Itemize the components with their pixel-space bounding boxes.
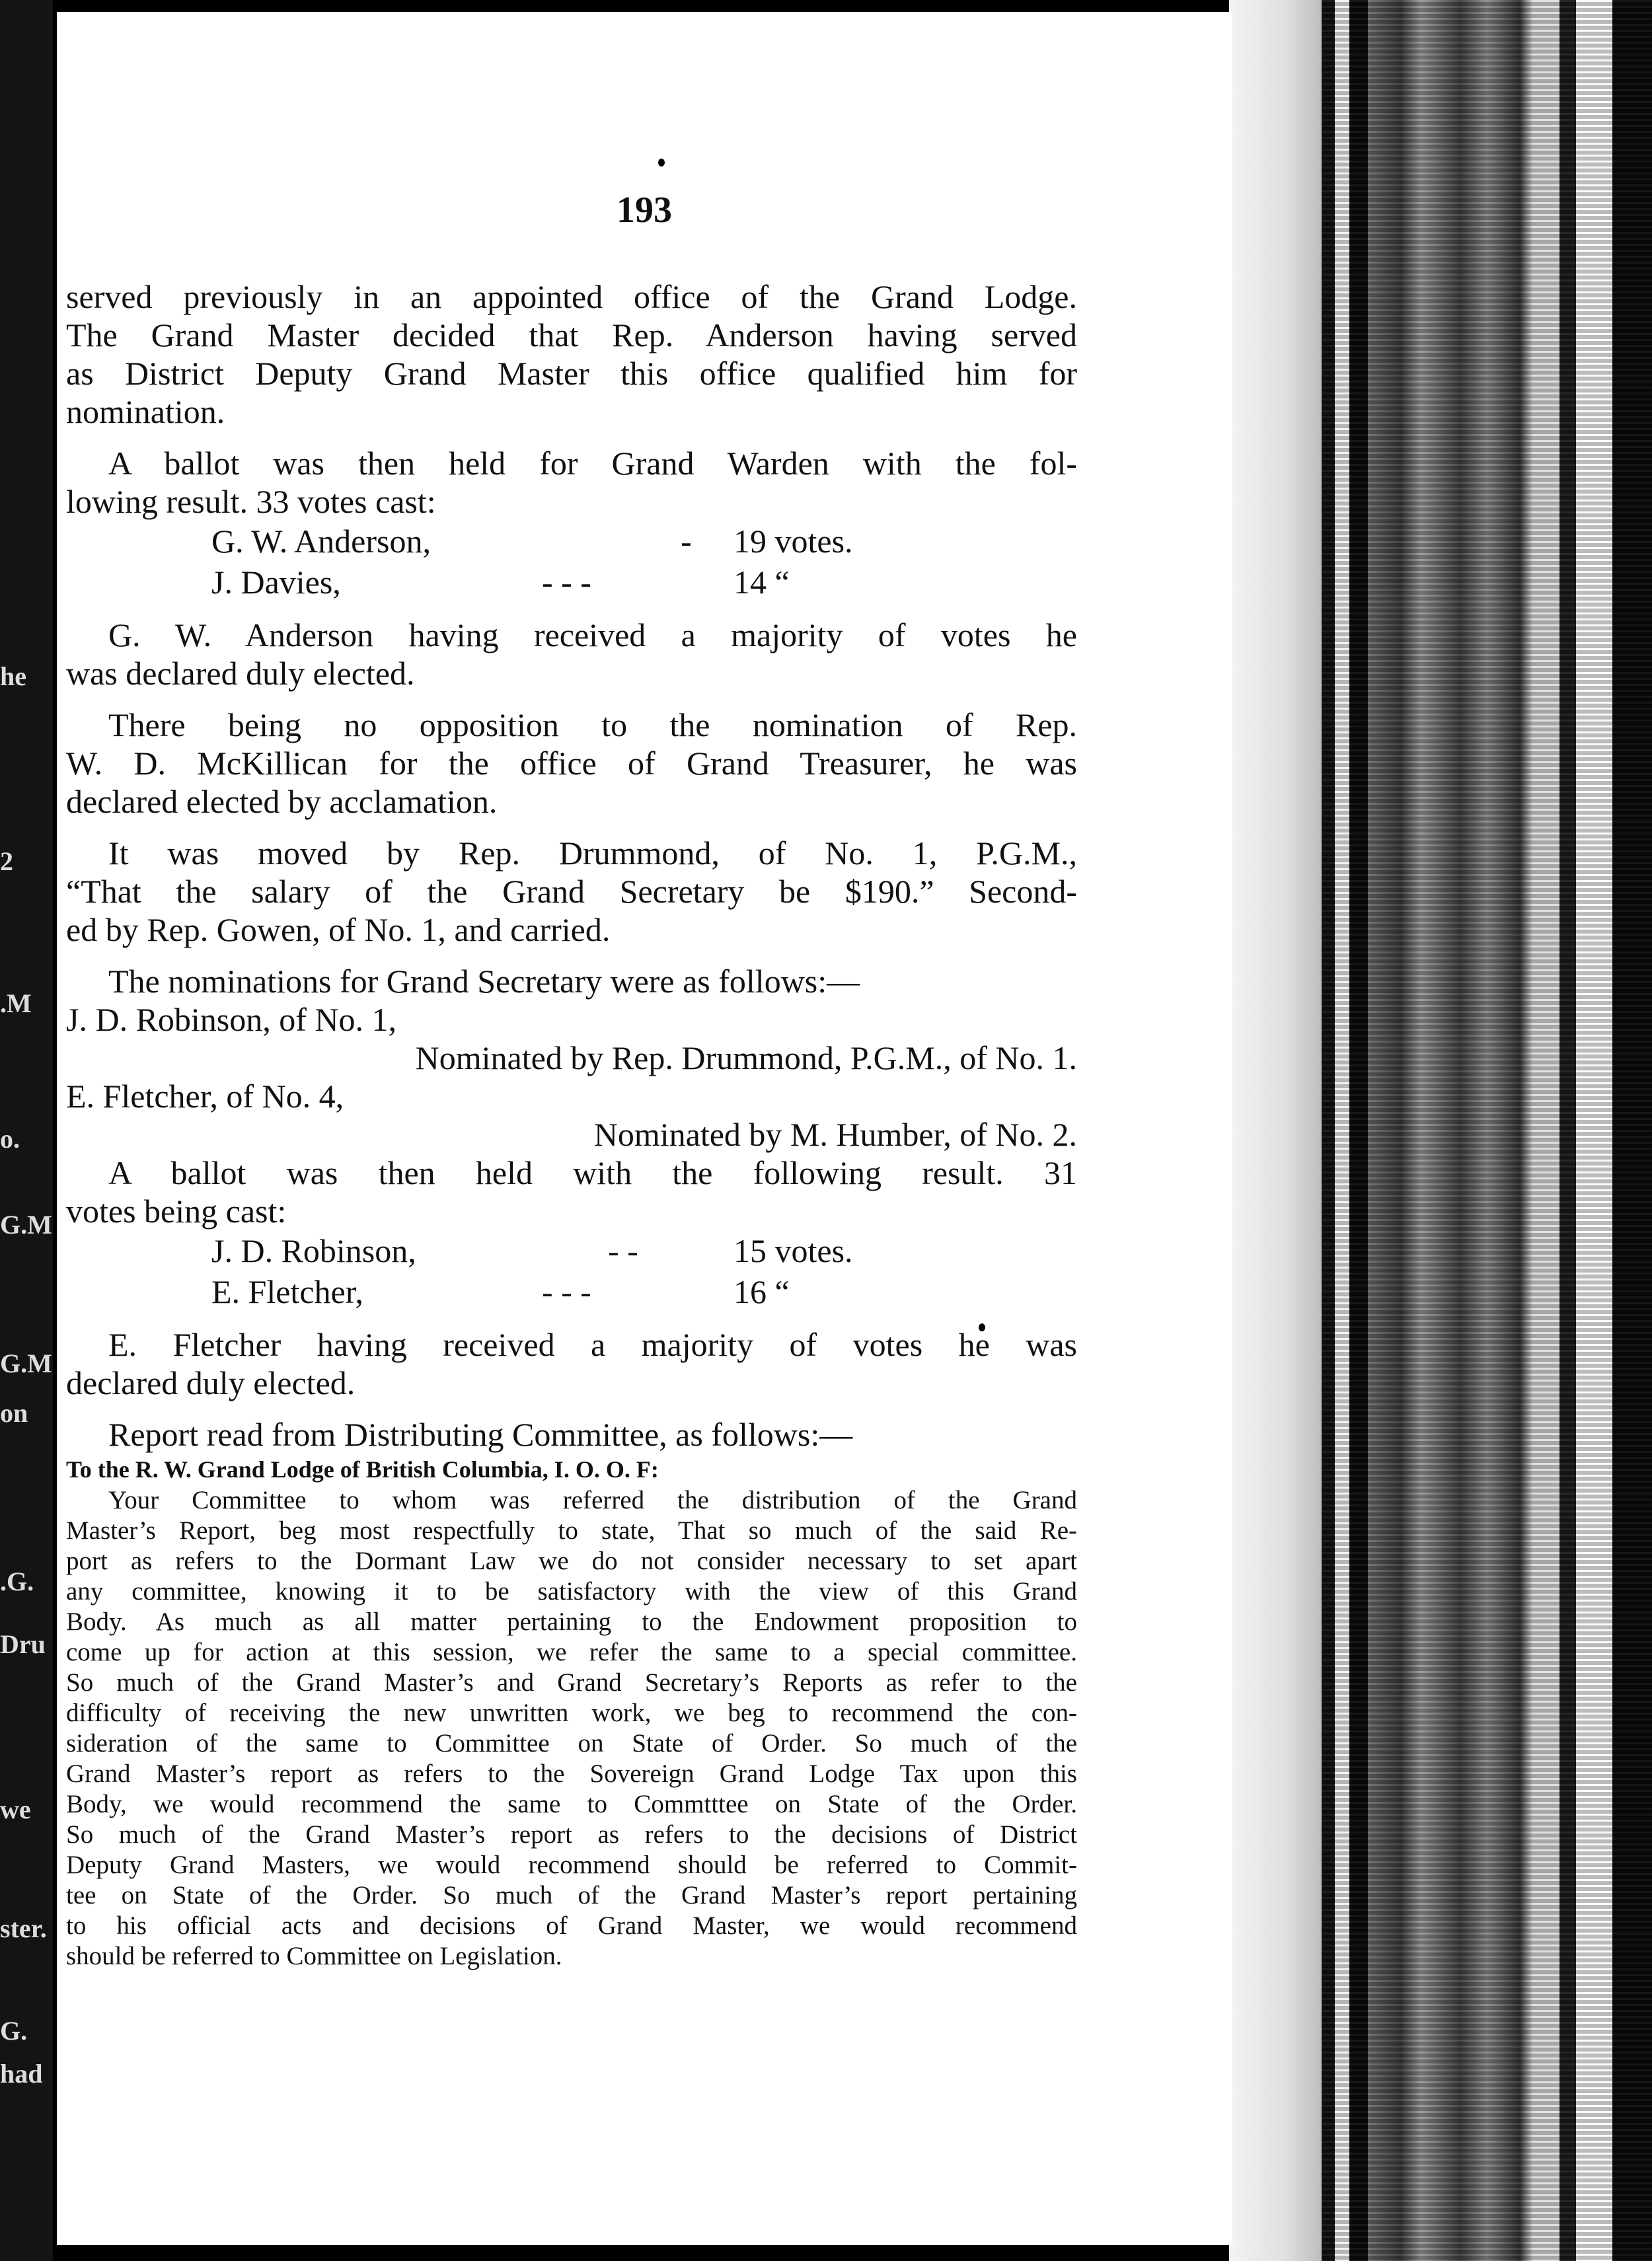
text-line: served previously in an appointed office of the Grand Lodge.: [66, 278, 1077, 315]
nomination-candidate: J. D. Robinson, of No. 1,: [66, 1001, 397, 1038]
margin-fragment: o.: [0, 1124, 20, 1154]
text-line: declared elected by acclamation.: [66, 783, 498, 820]
ink-speck: [658, 159, 665, 167]
margin-fragment: had: [0, 2059, 43, 2089]
vote-count: 16 “: [733, 1273, 790, 1310]
leader-dashes: - -: [608, 1232, 638, 1269]
candidate-name: J. Davies,: [211, 564, 341, 601]
text-line: was declared duly elected.: [66, 655, 415, 692]
text-line: A ballot was then held with the following result. 31: [108, 1154, 1077, 1191]
report-line: tee on State of the Order. So much of the Grand Master’s report pertaining: [66, 1881, 1077, 1909]
margin-fragment: Dru: [0, 1629, 46, 1659]
page-number: 193: [617, 190, 672, 231]
ballot-result-row: [66, 1230, 1077, 1271]
nomination-candidate: E. Fletcher, of No. 4,: [66, 1078, 344, 1115]
ballot-result-row: [66, 1271, 1077, 1312]
margin-fragment: 2: [0, 846, 13, 876]
text-line: “That the salary of the Grand Secretary be $190.” Second-: [66, 873, 1077, 910]
leader-dashes: - - -: [542, 564, 591, 601]
margin-fragment: we: [0, 1795, 31, 1824]
ballot-result-row: [66, 521, 1077, 562]
report-line: to his official acts and decisions of Grand Master, we would recommend: [66, 1911, 1077, 1940]
text-line: There being no opposition to the nomination of Rep.: [108, 706, 1077, 743]
margin-fragment: G.M: [0, 1349, 52, 1378]
page-body: [66, 278, 1077, 1972]
previous-page-edge: [0, 0, 53, 2261]
leader-dashes: -: [681, 523, 692, 560]
vote-count: 19 votes.: [733, 523, 853, 560]
text-line: The nominations for Grand Secretary were as follows:—: [108, 963, 860, 1000]
margin-fragment: on: [0, 1398, 28, 1428]
ballot-result-row: [66, 562, 1077, 603]
margin-fragment: .G.: [0, 1567, 34, 1596]
margin-fragment: .M: [0, 988, 32, 1018]
text-line: A ballot was then held for Grand Warden with the fol-: [108, 445, 1077, 482]
following-page-edge: [1229, 0, 1322, 2261]
margin-fragment: G.M: [0, 1210, 52, 1240]
text-line: as District Deputy Grand Master this office qualified him for: [66, 355, 1077, 392]
report-line: come up for action at this session, we refer the same to a special committee.: [66, 1638, 1077, 1666]
text-line: nomination.: [66, 393, 225, 430]
section-heading: Report read from Distributing Committee, as follows:—: [108, 1416, 853, 1453]
report-line: any committee, knowing it to be satisfactory with the view of this Grand: [66, 1577, 1077, 1606]
candidate-name: G. W. Anderson,: [211, 523, 431, 560]
book-spine: [1322, 0, 1652, 2261]
report-line: So much of the Grand Master’s report as refers to the decisions of District: [66, 1820, 1077, 1849]
vote-count: 14 “: [733, 564, 790, 601]
text-line: It was moved by Rep. Drummond, of No. 1, P.G.M.,: [108, 834, 1077, 871]
committee-report: [66, 1485, 1077, 1972]
report-line: should be referred to Committee on Legislation.: [66, 1942, 562, 1970]
document-page: [54, 12, 1232, 2245]
report-line: Deputy Grand Masters, we would recommend should be referred to Commit-: [66, 1851, 1077, 1879]
text-line: W. D. McKillican for the office of Grand Treasurer, he was: [66, 745, 1077, 782]
candidate-name: J. D. Robinson,: [211, 1232, 416, 1269]
report-line: Body, we would recommend the same to Commtttee on State of the Order.: [66, 1790, 1077, 1818]
report-line: So much of the Grand Master’s and Grand Secretary’s Reports as refer to the: [66, 1668, 1077, 1697]
vote-count: 15 votes.: [733, 1232, 853, 1269]
text-line: G. W. Anderson having received a majority of votes he: [108, 616, 1077, 653]
report-line: sideration of the same to Committee on State of Order. So much of the: [66, 1729, 1077, 1758]
margin-fragment: ster.: [0, 1913, 47, 1943]
text-line: lowing result. 33 votes cast:: [66, 483, 436, 520]
report-line: Your Committee to whom was referred the distribution of the Grand: [108, 1486, 1077, 1514]
leader-dashes: - - -: [542, 1273, 591, 1310]
report-line: Grand Master’s report as refers to the Sovereign Grand Lodge Tax upon this: [66, 1760, 1077, 1788]
text-line: E. Fletcher having received a majority of votes he was: [108, 1326, 1077, 1363]
text-line: ed by Rep. Gowen, of No. 1, and carried.: [66, 911, 611, 948]
report-line: port as refers to the Dormant Law we do not consider necessary to set apart: [66, 1547, 1077, 1575]
margin-fragment: G.: [0, 2016, 28, 2046]
text-line: The Grand Master decided that Rep. Anderson having served: [66, 316, 1077, 353]
report-address: To the R. W. Grand Lodge of British Columbia, I. O. O. F:: [66, 1456, 659, 1483]
text-line: votes being cast:: [66, 1193, 287, 1230]
report-line: Master’s Report, beg most respectfully to state, That so much of the said Re-: [66, 1516, 1077, 1545]
report-line: difficulty of receiving the new unwritten work, we beg to recommend the con-: [66, 1699, 1077, 1727]
margin-fragment: he: [0, 661, 26, 691]
report-line: Body. As much as all matter pertaining to the Endowment proposition to: [66, 1608, 1077, 1636]
text-line: declared duly elected.: [66, 1364, 356, 1401]
candidate-name: E. Fletcher,: [211, 1273, 363, 1310]
nomination-seconder: Nominated by M. Humber, of No. 2.: [593, 1116, 1077, 1153]
nomination-seconder: Nominated by Rep. Drummond, P.G.M., of No. 1.: [415, 1039, 1077, 1076]
